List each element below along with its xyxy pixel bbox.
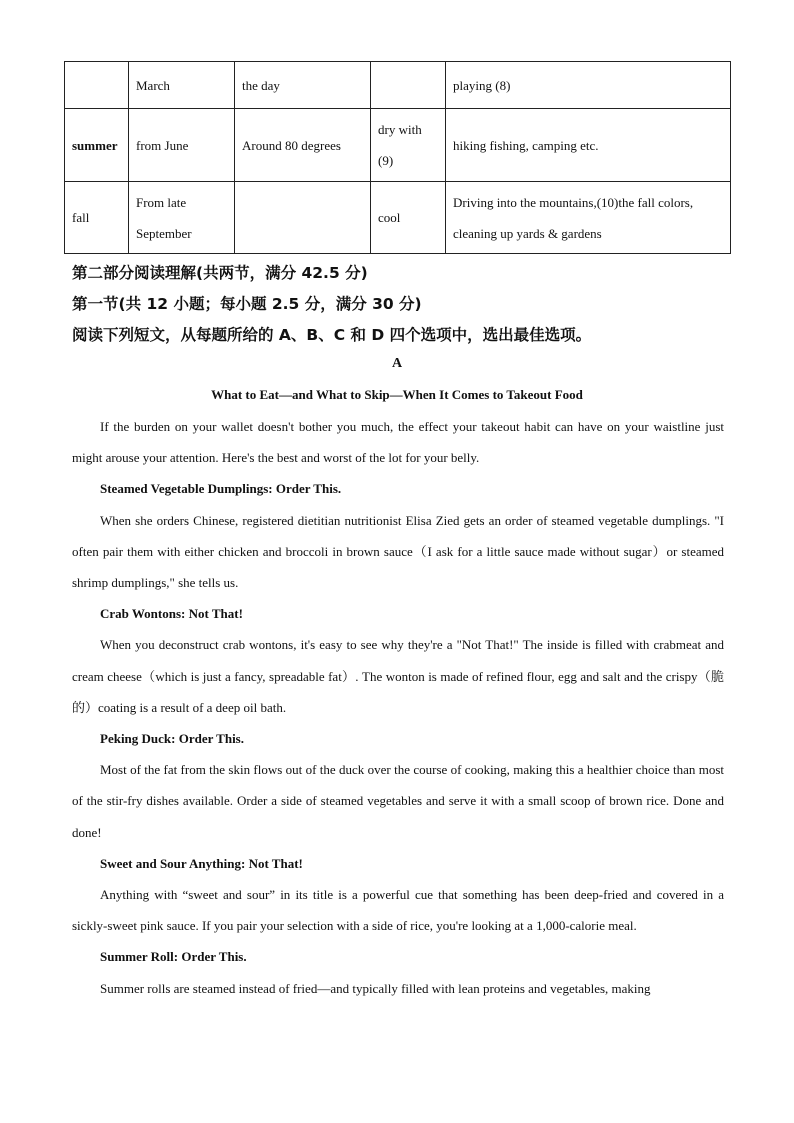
passage-body bbox=[72, 411, 724, 1004]
passage-label: A bbox=[391, 356, 403, 371]
section-subheading: Summer Roll: Order This. bbox=[100, 949, 247, 965]
passage-title: What to Eat—and What to Skip—When It Comes to Takeout Food bbox=[211, 387, 583, 402]
season-cell: fall bbox=[65, 182, 129, 254]
time-cell: From late September bbox=[129, 182, 235, 254]
time-cell: March bbox=[129, 62, 235, 109]
activities-cell: hiking fishing, camping etc. bbox=[446, 109, 731, 182]
table-row bbox=[65, 109, 731, 182]
temperature-cell: the day bbox=[235, 62, 371, 109]
temperature-cell: Around 80 degrees bbox=[235, 109, 371, 182]
weather-cell: cool bbox=[371, 182, 446, 254]
activities-cell: Driving into the mountains,(10)the fall colors, cleaning up yards & gardens bbox=[446, 182, 731, 254]
table-row bbox=[65, 182, 731, 254]
weather-cell: dry with (9) bbox=[371, 109, 446, 182]
paragraph: When you deconstruct crab wontons, it's easy to see why they're a "Not That!" The inside is filled with crabmeat and cream cheese（which is just a fancy, spreadable fat）. The wonton is made of refined flour, egg and salt and the crispy（脆的）coating is a result of a deep oil bath. bbox=[72, 637, 724, 715]
table-row bbox=[65, 62, 731, 109]
season-cell bbox=[65, 62, 129, 109]
activities-cell: playing (8) bbox=[446, 62, 731, 109]
part-title: 第二部分阅读理解(共两节，满分 42.5 分) bbox=[72, 264, 368, 282]
section-subheading: Sweet and Sour Anything: Not That! bbox=[100, 855, 303, 871]
section-subtitle: 第一节(共 12 小题；每小题 2.5 分，满分 30 分) bbox=[72, 295, 422, 313]
paragraph: Most of the fat from the skin flows out of the duck over the course of cooking, making this a healthier choice than most of the stir-fry dishes available. Order a side of steamed vegetables and serve it with a small scoop of brown rice. Done and done! bbox=[72, 762, 724, 840]
paragraph: Anything with “sweet and sour” in its title is a powerful cue that something has been deep-fried and covered in a sickly-sweet pink sauce. If you pair your selection with a side of rice, you're looking at a 1,000-calorie meal. bbox=[72, 887, 724, 934]
temperature-cell bbox=[235, 182, 371, 254]
paragraph: If the burden on your wallet doesn't bother you much, the effect your takeout habit can have on your waistline just might arouse your attention. Here's the best and worst of the lot for your belly. bbox=[72, 419, 724, 466]
instruction-text: 阅读下列短文，从每题所给的 A、B、C 和 D 四个选项中，选出最佳选项。 bbox=[72, 326, 592, 344]
section-subheading: Crab Wontons: Not That! bbox=[100, 606, 243, 622]
season-cell: summer bbox=[65, 109, 129, 182]
time-cell: from June bbox=[129, 109, 235, 182]
paragraph: When she orders Chinese, registered dietitian nutritionist Elisa Zied gets an order of steamed vegetable dumplings. "I often pair them with either chicken and broccoli in brown sauce（I ask for a little sauce made without sugar）or steamed shrimp dumplings," she tells us. bbox=[72, 512, 724, 591]
paragraph: Summer rolls are steamed instead of fried—and typically filled with lean proteins and vegetables, making bbox=[100, 980, 651, 996]
section-subheading: Peking Duck: Order This. bbox=[100, 731, 244, 747]
weather-cell bbox=[371, 62, 446, 109]
seasons-table bbox=[64, 61, 731, 254]
section-subheading: Steamed Vegetable Dumplings: Order This. bbox=[100, 481, 342, 497]
